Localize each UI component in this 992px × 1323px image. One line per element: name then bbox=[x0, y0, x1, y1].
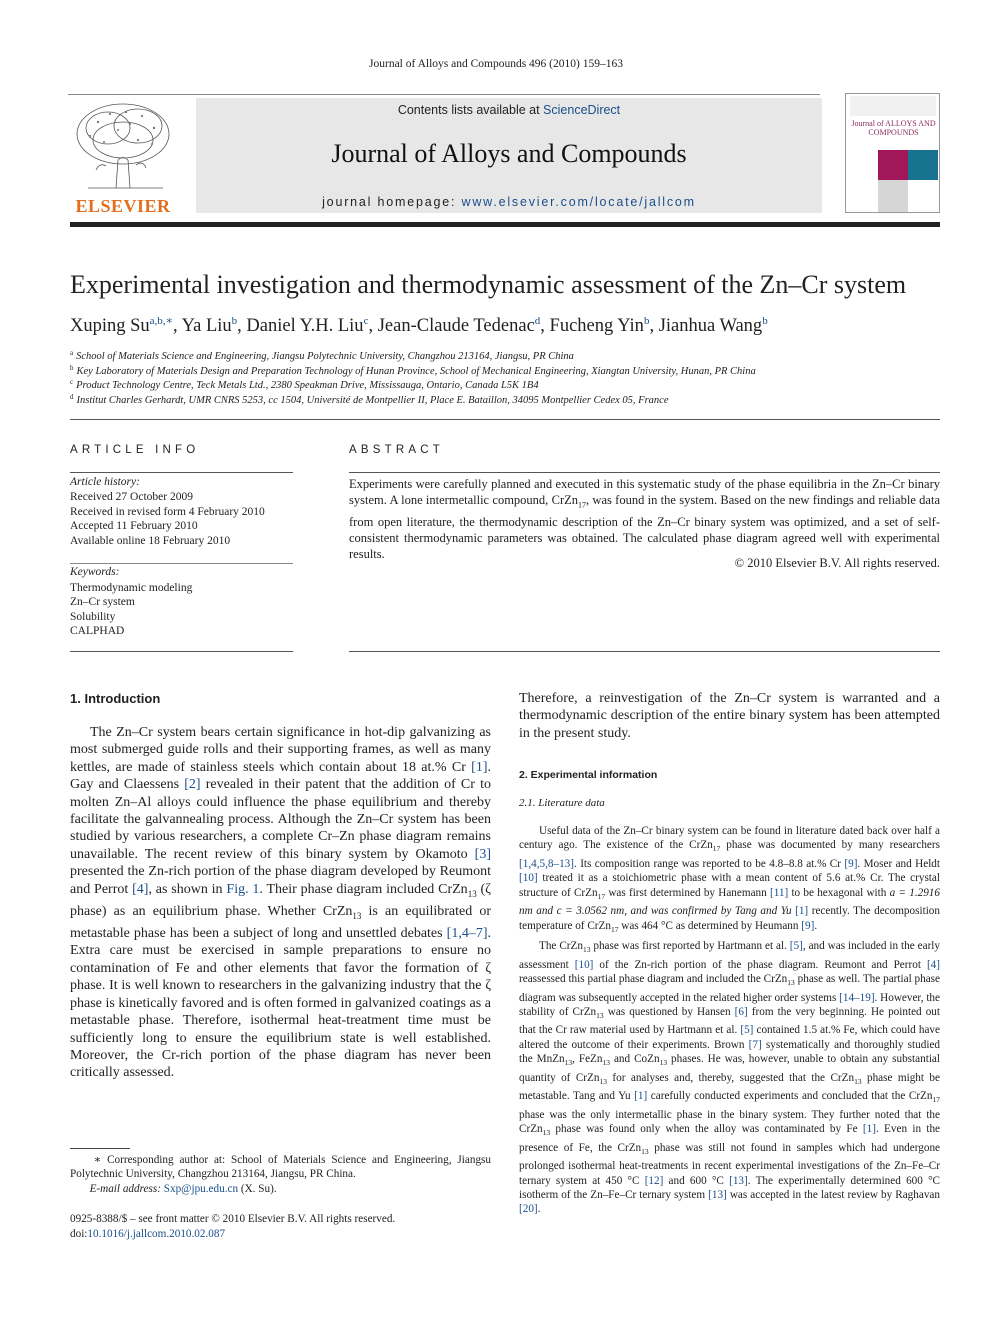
text-run: is an equilibrated or metastable phase has been a subject of long and unsettled debates bbox=[70, 903, 492, 942]
citation-link[interactable]: [3] bbox=[474, 846, 491, 862]
footnote-marker: ∗ bbox=[93, 1154, 102, 1166]
citation-link[interactable]: [2] bbox=[184, 777, 201, 793]
subscript: 13 bbox=[542, 1128, 551, 1138]
subscript: 13 bbox=[582, 945, 591, 955]
citation-link[interactable]: [1] bbox=[471, 759, 488, 775]
article-info-bottom-rule bbox=[70, 651, 293, 652]
citation-link[interactable]: [6] bbox=[734, 1005, 748, 1018]
introduction-heading: 1. Introduction bbox=[70, 691, 161, 706]
text-run: . Their phase diagram included CrZn bbox=[259, 881, 468, 897]
homepage-link[interactable]: www.elsevier.com/locate/jallcom bbox=[461, 195, 696, 209]
subscript: 13 bbox=[854, 1076, 862, 1086]
text-run: carefully conducted experiments and concluded that the CrZn bbox=[647, 1090, 933, 1103]
contents-line bbox=[196, 103, 822, 117]
text-run: . Extra care must be exercised in sample preparations to ensure no contamination of Fe and other elements that favor the formation of ζ phase. It is well known to researchers in the galvanizing industry that the ζ phase is kinetically favored and is often formed in galvanized coatings as a metastable phase. Therefore, isothermal heat-treatment time must be sufficiently long to ensure the equilibrium state is well established. Moreover, the Cr-rich portion of the phase diagram has never been critically assessed. bbox=[70, 926, 491, 1081]
text-run: (ζ phase) as an equilibrium phase. Whether CrZn bbox=[70, 881, 491, 919]
citation-link[interactable]: [5] bbox=[740, 1024, 754, 1037]
author-separator: , bbox=[540, 316, 550, 336]
citation-link[interactable]: [14–19] bbox=[839, 991, 875, 1004]
text-run: phase was found only when the alloy was contaminated by Fe bbox=[550, 1123, 863, 1136]
subscript: 17 bbox=[597, 891, 606, 901]
doi-link[interactable]: 10.1016/j.jallcom.2010.02.087 bbox=[87, 1227, 226, 1240]
subscript: 13 bbox=[599, 1076, 607, 1086]
affiliation-text: Product Technology Centre, Teck Metals Ltd., 2380 Speakman Drive, Mississauga, Ontario, Canada L5K 1B4 bbox=[76, 380, 539, 391]
homepage-prefix: journal homepage: bbox=[322, 195, 462, 209]
text-run: recently. The decomposition temperature of CrZn bbox=[519, 905, 940, 932]
author-name[interactable]: Fucheng Yin bbox=[549, 316, 644, 336]
corresponding-author-footnote bbox=[70, 1153, 491, 1196]
citation-link[interactable]: [11] bbox=[769, 886, 789, 899]
contents-prefix: Contents lists available at bbox=[397, 103, 544, 117]
author-name[interactable]: Xuping Su bbox=[70, 316, 150, 336]
text-run: was accepted in the latest review by Raghavan bbox=[726, 1189, 940, 1202]
text-run: revealed in their patent that the addition of Cr to molten Zn–Al alloys could influence the phase equilibrium and thereby facilitate the galvannealing process. Although the Zn–Cr system has been studied by various researchers, a complete Cr–Zn phase diagram remains unavailable. The recent review of this binary system by Okamoto bbox=[70, 777, 491, 862]
introduction-paragraph-continued: Therefore, a reinvestigation of the Zn–Cr system is warranted and a thermodynamic description of the entire binary system has been attempted in the present study. bbox=[519, 691, 940, 741]
text-run: . However, the stability of CrZn bbox=[519, 991, 940, 1018]
email-suffix: (X. Su). bbox=[238, 1182, 277, 1195]
article-info-heading: ARTICLE INFO bbox=[70, 444, 200, 456]
citation-link[interactable]: [1,4,5,8–13] bbox=[519, 857, 574, 870]
footnote-rule bbox=[70, 1148, 130, 1149]
author-name[interactable]: Jean-Claude Tedenac bbox=[377, 316, 535, 336]
citation-link[interactable]: [9] bbox=[801, 919, 815, 932]
affiliation-key: a bbox=[70, 349, 74, 357]
footnote-text: Corresponding author at: School of Materials Science and Engineering, Jiangsu Polytechnic University, Changzhou 213164, Jiangsu, PR China. bbox=[70, 1154, 491, 1181]
cover-header-band bbox=[850, 96, 936, 116]
citation-link[interactable]: [20] bbox=[519, 1203, 538, 1216]
abstract-rule bbox=[349, 472, 940, 473]
citation-link[interactable]: [1] bbox=[795, 905, 809, 918]
author-affiliation-marker[interactable]: d bbox=[534, 315, 541, 327]
citation-link[interactable]: [12] bbox=[644, 1174, 664, 1187]
citation-link[interactable]: [4] bbox=[132, 881, 149, 897]
subscript: 13 bbox=[467, 888, 477, 899]
citation-link[interactable]: [1,4–7] bbox=[446, 926, 488, 942]
citation-link[interactable]: [5] bbox=[789, 940, 803, 952]
author-name[interactable]: Jianhua Wang bbox=[658, 316, 763, 336]
history-revised: Received in revised form 4 February 2010 bbox=[70, 505, 265, 518]
subscript: 13 bbox=[787, 978, 795, 988]
text-run: phase was still not found in samples which had undergone prolonged isothermal heat-treatments in recent experimental investigations of the Zn–Fe–Cr ternary system at 450 °C bbox=[519, 1141, 940, 1187]
literature-paragraph bbox=[519, 939, 940, 1217]
keywords-label: Keywords: bbox=[70, 566, 120, 578]
text-run: The CrZn bbox=[539, 940, 583, 952]
figure-link[interactable]: Fig. 1 bbox=[226, 881, 260, 897]
elsevier-wordmark: ELSEVIER bbox=[75, 196, 171, 216]
keyword-item: CALPHAD bbox=[70, 625, 125, 637]
citation-link[interactable]: [13] bbox=[729, 1174, 748, 1187]
tree-icon bbox=[68, 100, 178, 196]
text-run: . bbox=[814, 919, 818, 932]
journal-homepage bbox=[196, 195, 822, 209]
text-run: for analyses and, thereby, suggested that the CrZn bbox=[606, 1071, 855, 1084]
author-name[interactable]: Ya Liu bbox=[181, 316, 232, 336]
sciencedirect-link[interactable]: ScienceDirect bbox=[543, 103, 621, 117]
text-run: The Zn–Cr system bears certain significance in hot-dip galvanizing as most submerged guide rolls and their supporting frames, as well as many kettles, are made of stainless steels which contain about 18 at.% Cr bbox=[70, 725, 491, 775]
text-run: was 464 °C as determined by Heumann bbox=[618, 919, 802, 932]
author-name[interactable]: Daniel Y.H. Liu bbox=[246, 316, 364, 336]
keyword-item: Zn–Cr system bbox=[70, 596, 135, 608]
subscript: 13 bbox=[596, 1011, 604, 1021]
affiliation-text: School of Materials Science and Engineering, Jiangsu Polytechnic University, Changzhou 213164, Jiangsu, PR China bbox=[76, 351, 574, 362]
citation-link[interactable]: [9] bbox=[844, 857, 858, 870]
author-affiliation-marker[interactable]: b bbox=[643, 315, 650, 327]
masthead-top-rule bbox=[68, 94, 820, 95]
text-run: . Its composition range was reported to be 4.8–8.8 at.% Cr bbox=[574, 857, 845, 870]
history-online: Available online 18 February 2010 bbox=[70, 534, 231, 547]
affiliation-text: Key Laboratory of Materials Design and Preparation Technology of Hunan Province, School of Mechanical Engineering, Xiangtan University, Hunan, PR China bbox=[76, 365, 756, 377]
text-run: phase was first reported by Hartmann et al. bbox=[590, 940, 790, 952]
abstract-copyright: © 2010 Elsevier B.V. All rights reserved. bbox=[734, 556, 940, 570]
email-link[interactable]: Sxp@jpu.edu.cn bbox=[163, 1182, 239, 1195]
author-list bbox=[70, 314, 950, 337]
subscript: 13 bbox=[352, 910, 362, 921]
doi-line bbox=[70, 1227, 491, 1242]
citation-link[interactable]: [10] bbox=[574, 958, 594, 971]
doi-label: doi: bbox=[70, 1227, 88, 1240]
subscript: 17 bbox=[610, 924, 619, 934]
citation-link[interactable]: [7] bbox=[748, 1038, 762, 1051]
text-run: . The experimentally determined 600 °C isotherm of the Zn–Fe–Cr ternary system bbox=[519, 1174, 941, 1202]
cover-teal-block bbox=[908, 150, 938, 180]
email-label: E-mail address: bbox=[89, 1182, 164, 1195]
citation-link[interactable]: [1] bbox=[634, 1090, 648, 1103]
text-run: , FeZn bbox=[572, 1053, 603, 1066]
front-matter bbox=[70, 1212, 491, 1241]
text-run: contained 1.5 at.% Fe, which could have altered the outcome of their experiments. Brown bbox=[519, 1024, 940, 1051]
history-accepted: Accepted 11 February 2010 bbox=[70, 520, 198, 532]
text-run: . Even in the presence of Fe, the CrZn bbox=[519, 1123, 941, 1154]
subscript: 17 bbox=[932, 1095, 940, 1105]
text-run: phase as well. The partial phase diagram was subsequently accepted in the related higher order systems bbox=[519, 972, 941, 1004]
text-run: phase was the only intermetallic phase in the binary system. They further noted that the CrZn bbox=[519, 1108, 940, 1136]
text-run: and 600 °C bbox=[663, 1174, 730, 1187]
author-separator: , bbox=[237, 316, 247, 336]
affiliation bbox=[70, 390, 950, 409]
text-run: was questioned by Hansen bbox=[603, 1005, 735, 1018]
title-block-rule bbox=[70, 419, 940, 420]
text-run: treated it as a stoichiometric phase with a mean content of 5.6 at.% Cr. The crystal structure of CrZn bbox=[519, 872, 940, 899]
citation-link[interactable]: [4] bbox=[926, 958, 940, 971]
article-info-rule bbox=[70, 472, 293, 473]
subscript: 13 bbox=[564, 1058, 573, 1068]
abstract-bottom-rule bbox=[349, 651, 940, 652]
text-run: . Gay and Claessens bbox=[70, 759, 491, 793]
text-run: phase might be metastable. Tang and Yu bbox=[519, 1071, 940, 1103]
author-affiliation-marker[interactable]: c bbox=[363, 315, 369, 327]
text-run: presented the Zn-rich portion of the phase diagram developed by Reumont and Perrot bbox=[70, 864, 491, 897]
text-run: , and was included in the early assessment bbox=[519, 940, 940, 971]
text-run: . Moser and Heldt bbox=[857, 857, 940, 870]
cover-magenta-block bbox=[878, 150, 908, 180]
author-separator: , bbox=[368, 316, 378, 336]
text-run: systematically and thoroughly studied the MnZn bbox=[519, 1038, 940, 1066]
experimental-heading: 2. Experimental information bbox=[519, 769, 658, 781]
author-affiliation-marker[interactable]: b bbox=[231, 315, 238, 327]
literature-subheading: 2.1. Literature data bbox=[519, 797, 605, 809]
text-run: phase was documented by many researchers bbox=[720, 839, 940, 852]
citation-link[interactable]: [13] bbox=[708, 1189, 727, 1202]
header-thick-rule bbox=[70, 222, 940, 227]
abstract-part: , was found in the system. Based on the new findings and reliable data from open literature, the thermodynamic description of the Zn–Cr binary system was optimized, and a set of self-consistent thermodynamic parameters was obtained. The calculated phase diagram agreed well with experimental results. bbox=[349, 493, 941, 561]
abstract-heading: ABSTRACT bbox=[349, 444, 444, 456]
literature-paragraph bbox=[519, 824, 940, 937]
journal-cover-thumbnail[interactable] bbox=[845, 93, 940, 213]
author-separator: , bbox=[173, 316, 182, 336]
abstract-text bbox=[349, 476, 940, 562]
abstract-part: Experiments were carefully planned and executed in this systematic study of the phase equilibria in the Zn–Cr binary system. A lone intermetallic compound, CrZn bbox=[349, 477, 940, 507]
affiliation-key: d bbox=[70, 392, 74, 401]
author-affiliation-marker[interactable]: a,b,∗ bbox=[149, 315, 174, 327]
text-run: from the very beginning. He pointed out that the Cr raw material used by Hartmann et al. bbox=[519, 1005, 941, 1037]
author-affiliation-marker[interactable]: b bbox=[762, 315, 768, 327]
text-run: . bbox=[537, 1203, 541, 1216]
text-run: to be hexagonal with bbox=[788, 886, 890, 899]
subscript: 13 bbox=[602, 1058, 610, 1068]
text-run: phases. He was, however, unable to obtain any substantial quantity of CrZn bbox=[519, 1053, 940, 1084]
subscript: 13 bbox=[659, 1058, 668, 1068]
text-run: c = 3.0562 nm, and was confirmed by Tang and Yu bbox=[556, 905, 796, 918]
text-run: reassessed this partial phase diagram and included the CrZn bbox=[519, 972, 788, 985]
subscript: 17 bbox=[712, 844, 721, 854]
cover-title: Journal of ALLOYS AND COMPOUNDS bbox=[851, 119, 936, 137]
keyword-item: Solubility bbox=[70, 610, 116, 623]
affiliation-text: Institut Charles Gerhardt, UMR CNRS 5253, cc 1504, Université de Montpellier II, Place E. Bataillon, 34095 Montpellier Cedex 05, France bbox=[76, 394, 669, 406]
text-run: of the Zn-rich portion of the phase diagram. Reumont and Perrot bbox=[593, 958, 927, 971]
issn-line: 0925-8388/$ – see front matter © 2010 Elsevier B.V. All rights reserved. bbox=[70, 1213, 396, 1225]
citation-link[interactable]: [1] bbox=[862, 1123, 876, 1136]
history-label: Article history: bbox=[70, 476, 140, 488]
text-run: a = 1.2916 nm and bbox=[519, 886, 940, 918]
affiliation-key: b bbox=[70, 363, 74, 372]
keywords-rule bbox=[70, 563, 293, 564]
text-run: Useful data of the Zn–Cr binary system can be found in literature dated back over half a century ago. The existence of the CrZn bbox=[519, 825, 940, 852]
paper-title: Experimental investigation and thermodynamic assessment of the Zn–Cr system bbox=[70, 270, 907, 299]
cover-grey-block bbox=[878, 180, 908, 212]
history-received: Received 27 October 2009 bbox=[70, 491, 193, 503]
subscript: 13 bbox=[641, 1147, 649, 1156]
abstract-subscript: 17 bbox=[578, 500, 586, 510]
text-run: and CoZn bbox=[610, 1053, 660, 1066]
citation-link[interactable]: [10] bbox=[519, 872, 538, 885]
affiliation-key: c bbox=[70, 378, 74, 386]
text-run: was first determined by Hanemann bbox=[605, 886, 770, 899]
introduction-paragraph bbox=[70, 724, 491, 1082]
text-run: , as shown in bbox=[148, 881, 227, 897]
journal-title: Journal of Alloys and Compounds bbox=[331, 139, 687, 168]
journal-citation: Journal of Alloys and Compounds 496 (2010) 159–163 bbox=[369, 58, 623, 70]
author-separator: , bbox=[649, 316, 659, 336]
keyword-item: Thermodynamic modeling bbox=[70, 581, 193, 594]
